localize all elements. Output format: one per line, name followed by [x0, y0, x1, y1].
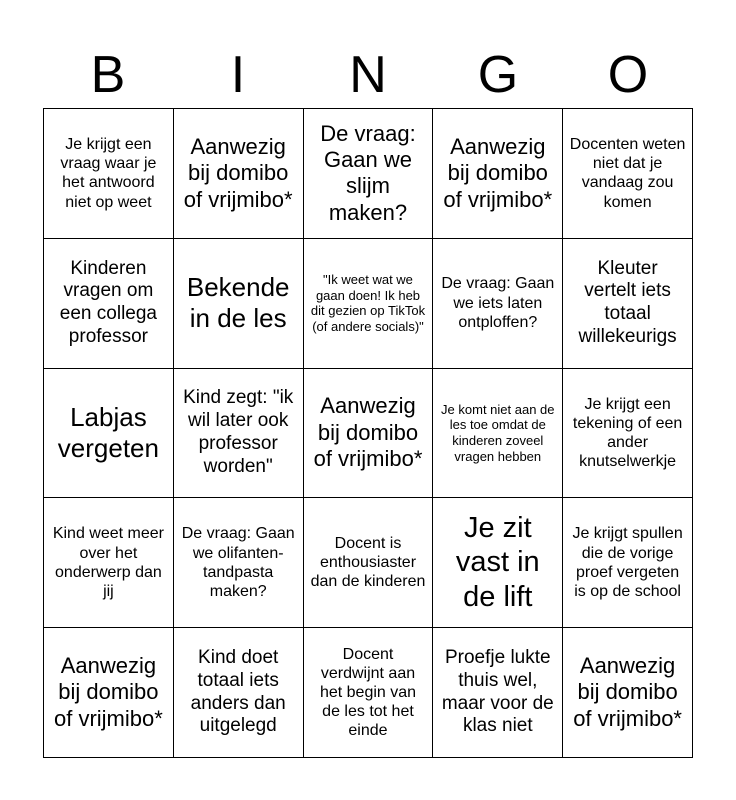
cell-text: Aanwezig bij domibo of vrijmibo*: [183, 133, 293, 212]
bingo-cell[interactable]: [433, 628, 563, 758]
bingo-cell[interactable]: [433, 239, 563, 369]
cell-text: De vraag: Gaan we slijm maken?: [320, 120, 416, 225]
cell-text: Kind weet meer over het onderwerp dan jij: [52, 525, 164, 600]
bingo-cell[interactable]: [44, 109, 174, 239]
bingo-cell[interactable]: [44, 628, 174, 758]
bingo-cell[interactable]: [304, 239, 434, 369]
bingo-cell[interactable]: [44, 239, 174, 369]
header-letter-o: O: [607, 46, 649, 104]
cell-text: Docent is enthousiaster dan de kinderen: [310, 535, 426, 591]
cell-text: Docenten weten niet dat je vandaag zou komen: [569, 136, 686, 211]
cell-text: Kleuter vertelt iets totaal willekeurigs: [578, 257, 677, 347]
bingo-cell[interactable]: [433, 498, 563, 628]
cell-text: Je krijgt spullen die de vorige proef vergeten is op de school: [572, 525, 683, 600]
bingo-cell[interactable]: [433, 369, 563, 499]
cell-text: Kinderen vragen om een collega professor: [59, 257, 157, 347]
header-letter-g: G: [477, 46, 519, 104]
header-letter-n: N: [349, 46, 387, 104]
header-letter-i: I: [230, 46, 246, 104]
bingo-cell[interactable]: [174, 239, 304, 369]
cell-text: Proefje lukte thuis wel, maar voor de klas niet: [441, 647, 554, 737]
bingo-cell[interactable]: [563, 369, 693, 499]
bingo-grid: [43, 108, 693, 758]
header-letter-b: B: [90, 46, 126, 104]
bingo-cell[interactable]: [174, 628, 304, 758]
cell-text: De vraag: Gaan we iets laten ontploffen?: [441, 275, 555, 331]
cell-text: De vraag: Gaan we olifanten-tandpasta maken?: [181, 525, 295, 600]
bingo-header: [43, 42, 693, 108]
bingo-cell[interactable]: [304, 498, 434, 628]
cell-text: Je krijgt een tekening of een ander knutselwerkje: [572, 395, 683, 471]
bingo-cell[interactable]: [304, 109, 434, 239]
cell-text: Labjas vergeten: [57, 401, 159, 463]
cell-text: Bekende in de les: [186, 272, 290, 334]
cell-text: Aanwezig bij domibo of vrijmibo*: [443, 133, 553, 212]
bingo-cell[interactable]: [304, 369, 434, 499]
bingo-cell[interactable]: [174, 369, 304, 499]
cell-text: "Ik weet wat we gaan doen! Ik heb dit gezien op TikTok (of andere socials)": [310, 272, 426, 334]
bingo-cell[interactable]: [44, 498, 174, 628]
bingo-cell[interactable]: [563, 239, 693, 369]
cell-text: Je krijgt een vraag waar je het antwoord niet op weet: [60, 136, 157, 211]
cell-text: Docent verdwijnt aan het begin van de les tot het einde: [319, 645, 417, 740]
cell-text: Kind zegt: "ik wil later ook professor worden": [183, 387, 294, 477]
cell-text: Aanwezig bij domibo of vrijmibo*: [313, 393, 423, 472]
bingo-cell[interactable]: [174, 109, 304, 239]
cell-text: Je zit vast in de lift: [455, 511, 540, 614]
bingo-cell[interactable]: [174, 498, 304, 628]
bingo-cell[interactable]: [433, 109, 563, 239]
cell-text: Aanwezig bij domibo of vrijmibo*: [573, 653, 682, 731]
bingo-cell[interactable]: [304, 628, 434, 758]
bingo-cell[interactable]: [44, 369, 174, 499]
cell-text: Je komt niet aan de les toe omdat de kinderen zoveel vragen hebben: [441, 401, 555, 464]
bingo-cell[interactable]: [563, 109, 693, 239]
bingo-cell[interactable]: [563, 628, 693, 758]
cell-text: Kind doet totaal iets anders dan uitgelegd: [190, 647, 286, 737]
cell-text: Aanwezig bij domibo of vrijmibo*: [53, 653, 163, 731]
bingo-cell[interactable]: [563, 498, 693, 628]
